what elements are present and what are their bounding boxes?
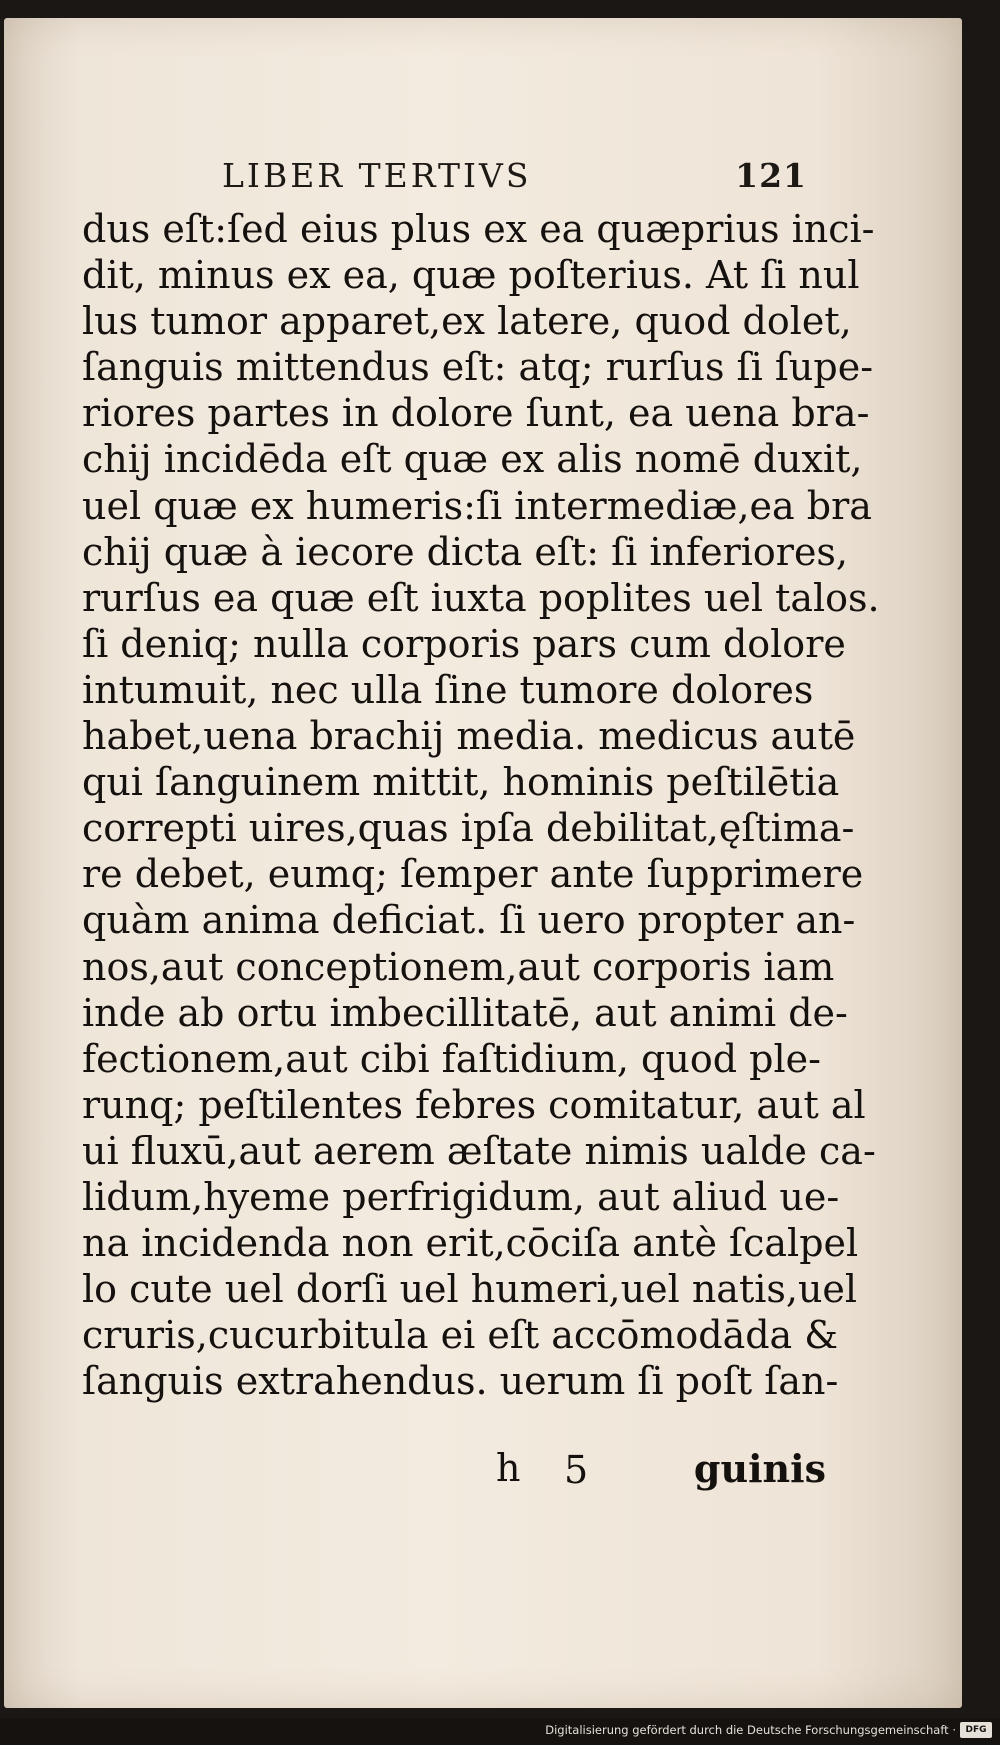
dfg-logo-icon: DFG xyxy=(960,1722,992,1738)
text-line: cruris,cucurbitula ei eſt accōmodāda & xyxy=(82,1313,839,1358)
text-line: riores partes in dolore ſunt, ea uena bra- xyxy=(82,391,870,436)
text-line: inde ab ortu imbecillitatē, aut animi de- xyxy=(82,990,848,1035)
catchword: guinis xyxy=(693,1446,826,1491)
text-line: runq; peſtilentes febres comitatur, aut al xyxy=(82,1082,866,1127)
body-text xyxy=(82,206,880,1404)
signature-number: 5 xyxy=(564,1448,589,1492)
page-header xyxy=(222,156,807,202)
digitization-footer xyxy=(0,1718,1000,1745)
text-line: quàm anima deficiat. ſi uero propter an- xyxy=(82,898,856,943)
text-line: na incidenda non erit,cōciſa antè ſcalpel xyxy=(82,1221,859,1266)
text-line: dus eſt:ſed eius plus ex ea quæprius inci- xyxy=(82,207,875,251)
text-line: chij incidēda eſt quæ ex alis nomē duxit, xyxy=(82,437,863,482)
text-line: ui fluxū,aut aerem æſtate nimis ualde ca- xyxy=(82,1128,876,1173)
text-line: ſi deniq; nulla corporis pars cum dolore xyxy=(82,621,846,666)
book-page xyxy=(4,18,962,1708)
signature-letter: h xyxy=(496,1446,521,1490)
text-line: correpti uires,quas ipſa debilitat,ęſtima- xyxy=(82,806,855,851)
funding-credit: Digitalisierung gefördert durch die Deutsche Forschungsgemeinschaft · xyxy=(545,1723,956,1737)
text-line: nos,aut conceptionem,aut corporis iam xyxy=(82,944,835,989)
signature-line xyxy=(496,1446,826,1494)
text-line: chij quæ à iecore dicta eſt: ſi inferiores, xyxy=(82,529,849,574)
text-line: ſanguis extrahendus. uerum ſi poſt ſan- xyxy=(82,1359,839,1404)
text-line: fectionem,aut cibi faſtidium, quod ple- xyxy=(82,1036,821,1081)
text-line: lidum,hyeme perfrigidum, aut aliud ue- xyxy=(82,1174,840,1219)
text-line: dit, minus ex ea, quæ poſterius. At ſi nul xyxy=(82,253,860,298)
text-line: uel quæ ex humeris:ſi intermediæ,ea bra xyxy=(82,483,872,528)
text-line: lus tumor apparet,ex latere, quod dolet, xyxy=(82,299,852,344)
text-line: habet,uena brachij media. medicus autē xyxy=(82,714,856,759)
text-line: qui ſanguinem mittit, hominis peſtilētia xyxy=(82,760,840,805)
text-line: lo cute uel dorſi uel humeri,uel natis,uel xyxy=(82,1267,858,1312)
page-number: 121 xyxy=(735,156,807,195)
text-line: intumuit, nec ulla ſine tumore dolores xyxy=(82,667,814,712)
running-title: LIBER TERTIVS xyxy=(222,156,532,195)
text-line: re debet, eumq; ſemper ante ſupprimere xyxy=(82,852,864,897)
text-line: ſanguis mittendus eſt: atq; rurſus ſi ſupe- xyxy=(82,345,874,390)
text-line: rurſus ea quæ eſt iuxta poplites uel talos. xyxy=(82,575,880,620)
